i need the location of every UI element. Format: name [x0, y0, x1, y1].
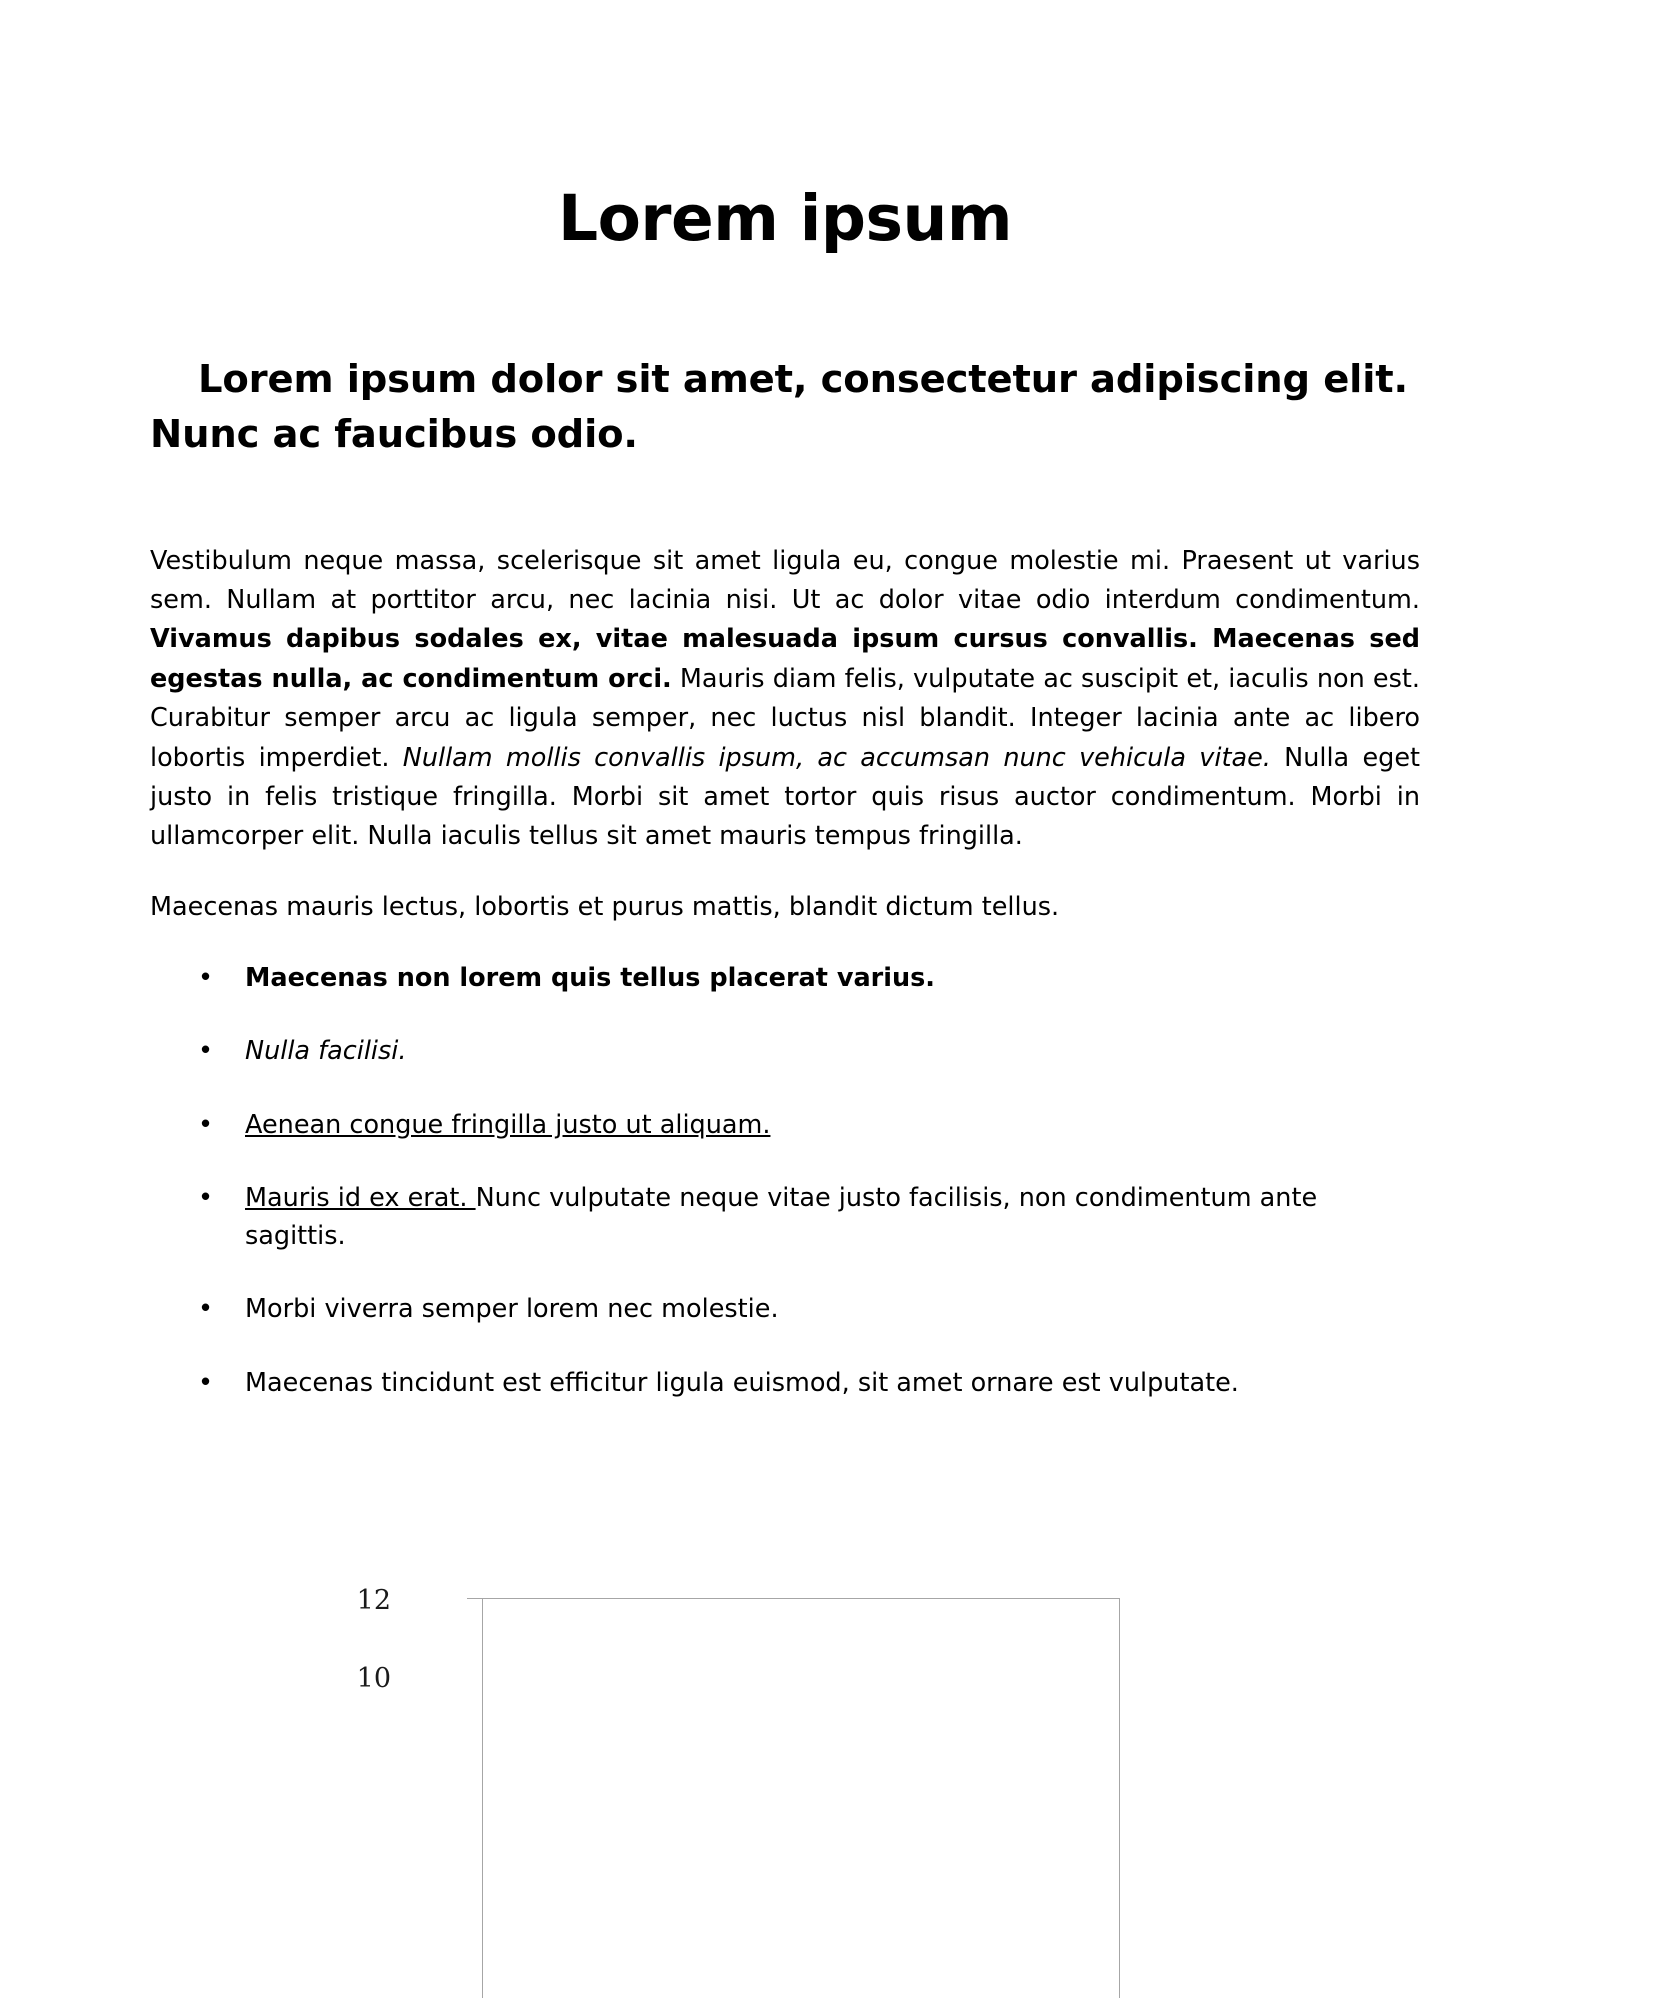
list-item-label: Aenean congue fringilla justo ut aliquam.	[245, 1109, 771, 1140]
list-item	[150, 959, 1420, 997]
list-item-lead: Mauris id ex erat.	[245, 1182, 476, 1213]
bullet-icon: •	[198, 963, 214, 994]
paragraph-1-run-1: Vestibulum neque massa, scelerisque sit amet ligula eu, congue molestie mi. Praesent ut varius sem. Nullam at porttitor arcu, nec lacinia nisi. Ut ac dolor vitae odio interdum condimentum.	[150, 545, 1420, 616]
list-item	[150, 1179, 1420, 1256]
bullet-icon: •	[198, 1182, 214, 1213]
page-title: Lorem ipsum	[558, 182, 1012, 255]
document-content	[150, 0, 1420, 1402]
list-item	[150, 1290, 1420, 1328]
bullet-icon: •	[198, 1367, 214, 1398]
body-paragraph-1	[150, 463, 1420, 857]
paragraph-1-bold-run: Vivamus dapibus sodales ex, vitae malesuada ipsum cursus convallis. Maecenas sed egestas nulla, ac condimentum orci.	[150, 624, 1420, 694]
section-heading: Lorem ipsum dolor sit amet, consectetur adipiscing elit. Nunc ac faucibus odio.	[150, 357, 1408, 457]
list-item-label: Nulla facilisi.	[245, 1036, 407, 1067]
list-item-label: Morbi viverra semper lorem nec molestie.	[245, 1294, 779, 1325]
list-item	[150, 1106, 1420, 1144]
bullet-list	[150, 927, 1420, 1402]
paragraph-1-run-5: Nulla eget justo in felis tristique fringilla. Morbi sit amet tortor quis risus auctor condimentum. Morbi in ullamcorper elit. Nulla iaculis tellus sit amet mauris tempus fringilla.	[150, 742, 1421, 852]
list-item-label: Maecenas non lorem quis tellus placerat varius.	[245, 963, 935, 994]
bullet-icon: •	[198, 1109, 214, 1140]
bullet-icon: •	[198, 1294, 214, 1325]
chart-ytick-mark	[467, 1598, 483, 1599]
list-item	[150, 1032, 1420, 1070]
chart-plot-area	[482, 1598, 1120, 1998]
chart-ytick-label-12: 12	[356, 1585, 391, 1616]
paragraph-1-italic-run: Nullam mollis convallis ipsum, ac accumsan nunc vehicula vitae.	[402, 742, 1271, 773]
bullet-icon: •	[198, 1036, 214, 1067]
paragraph-1-run-3: Mauris diam felis, vulputate ac suscipit et, iaculis non est. Curabitur semper arcu ac ligula semper, nec luctus nisl blandit. Integer lacinia ante ac libero lobortis imperdiet.	[150, 663, 1420, 773]
chart	[356, 1570, 1125, 1694]
body-paragraph-2: Maecenas mauris lectus, lobortis et purus mattis, blandit dictum tellus.	[150, 891, 1060, 922]
chart-ytick-label-10: 10	[356, 1663, 391, 1694]
list-item-label: Maecenas tincidunt est efficitur ligula euismod, sit amet ornare est vulputate.	[245, 1367, 1239, 1398]
list-item-label: Nunc vulputate neque vitae justo facilisis, non condimentum ante sagittis.	[245, 1182, 1318, 1252]
list-item	[150, 1364, 1420, 1402]
